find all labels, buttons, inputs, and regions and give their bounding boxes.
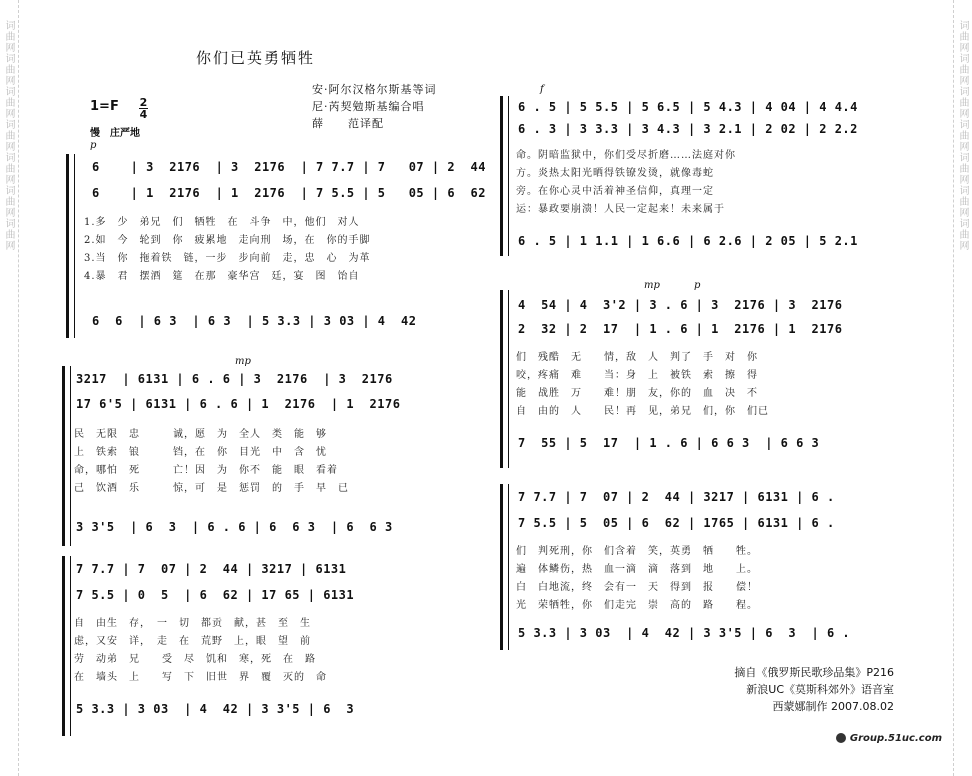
- lyric-verse-3: 白 白地流，终 会有一 天 得到 报 偿！: [516, 582, 758, 593]
- watermark-left: [0, 0, 19, 776]
- dynamic-f: f: [540, 84, 544, 95]
- source-note: [734, 664, 894, 715]
- system-brace: [62, 366, 65, 546]
- lyric-verse-2: 遍 体鳞伤，热 血一滴 滴 落到 地 上。: [516, 564, 758, 575]
- bass-line: 6 . 5 | 1 1.1 | 1 6.6 | 6 2.6 | 2 05 | 5 2.1: [518, 234, 858, 248]
- credit-lyricist: 安·阿尔汉格尔斯基等词: [312, 83, 437, 96]
- dynamic-p: p: [90, 140, 97, 151]
- watermark-left-text: 词曲网词曲网词曲网词曲网词曲网词曲网词曲网: [3, 20, 14, 251]
- lyric-verse-3: 命，哪怕 死 亡！因 为 你不 能 眼 看着: [74, 465, 338, 476]
- source-line-3: 西蒙娜制作 2007.08.02: [772, 700, 894, 713]
- dynamic-mp: mp: [235, 356, 251, 367]
- system-line: [508, 96, 509, 256]
- lyric-verse-1: 命。阴暗监狱中，你们受尽折磨……法庭对你: [516, 150, 736, 161]
- lyric-verse-3: 旁。在你心灵中活着神圣信仰，真理一定: [516, 186, 714, 197]
- alto-line: 7 5.5 | 5 05 | 6 62 | 1765 | 6131 | 6 .: [518, 516, 835, 530]
- lyric-verse-3: 劳 动弟 兄 受 尽 饥和 寒，死 在 路: [74, 654, 316, 665]
- soprano-line: 3217 | 6131 | 6 . 6 | 3 2176 | 3 2176: [76, 372, 393, 386]
- lyric-verse-4: 光 荣牺牲，你 们走完 崇 高的 路 程。: [516, 600, 758, 611]
- lyric-verse-1: 们 判死刑，你 们含着 笑，英勇 牺 牲。: [516, 546, 758, 557]
- credit-translator: 薛 范译配: [312, 117, 384, 130]
- logo-icon: [836, 733, 846, 743]
- bass-line: 6 6 | 6 3 | 6 3 | 5 3.3 | 3 03 | 4 42: [92, 314, 417, 328]
- lyric-verse-1: 自 由生 存， 一 切 都贡 献，甚 至 生: [74, 618, 311, 629]
- source-line-1: 摘自《俄罗斯民歌珍品集》P216: [734, 666, 894, 679]
- bass-line: 3 3'5 | 6 3 | 6 . 6 | 6 6 3 | 6 6 3: [76, 520, 393, 534]
- dynamic-mp: mp: [644, 280, 660, 291]
- soprano-line: 4 54 | 4 3'2 | 3 . 6 | 3 2176 | 3 2176: [518, 298, 843, 312]
- watermark-right: [953, 0, 972, 776]
- soprano-line: 6 . 5 | 5 5.5 | 5 6.5 | 5 4.3 | 4 04 | 4 4.4: [518, 100, 858, 114]
- system-line: [508, 290, 509, 468]
- lyric-verse-4: 在 墙头 上 写 下 旧世 界 覆 灭的 命: [74, 672, 327, 683]
- lyric-verse-4: 运：暴政要崩溃！人民一定起来！未来属于: [516, 204, 725, 215]
- lyric-verse-4: 己 饮酒 乐 惊，可 是 惩罚 的 手 早 已: [74, 483, 349, 494]
- soprano-line: 7 7.7 | 7 07 | 2 44 | 3217 | 6131: [76, 562, 347, 576]
- bass-line: 5 3.3 | 3 03 | 4 42 | 3 3'5 | 6 3 | 6 .: [518, 626, 851, 640]
- system-line: [70, 556, 71, 736]
- lyric-verse-2: 咬，疼痛 难 当：身 上 被铁 索 擦 得: [516, 370, 758, 381]
- source-line-2: 新浪UC《莫斯科郊外》语音室: [746, 683, 894, 696]
- system-brace: [500, 484, 503, 650]
- system-brace: [66, 154, 69, 338]
- alto-line: 6 . 3 | 3 3.3 | 3 4.3 | 3 2.1 | 2 02 | 2 2.2: [518, 122, 858, 136]
- lyric-verse-2: 虑，又安 详， 走 在 荒野 上，眼 望 前: [74, 636, 311, 647]
- system-brace: [500, 96, 503, 256]
- site-logo: [836, 733, 942, 744]
- lyric-verse-3: 3.当 你 拖着铁 链，一步 步向前 走，忠 心 为革: [84, 253, 371, 264]
- logo-text: Group.51uc.com: [849, 733, 942, 744]
- system-line: [508, 484, 509, 650]
- lyric-verse-2: 上 铁索 锒 铛，在 你 目光 中 含 忧: [74, 447, 327, 458]
- time-signature-top: 2: [139, 96, 148, 109]
- alto-line: 2 32 | 2 17 | 1 . 6 | 1 2176 | 1 2176: [518, 322, 843, 336]
- lyric-verse-4: 4.暴 君 摆酒 筵 在那 豪华宫 廷，宴 图 饴自: [84, 271, 360, 282]
- dynamic-p: p: [694, 280, 701, 291]
- lyric-verse-4: 自 由的 人 民！再 见，弟兄 们，你 们已: [516, 406, 769, 417]
- time-signature-bottom: 4: [139, 108, 148, 121]
- soprano-line: 6 | 3 2176 | 3 2176 | 7 7.7 | 7 07 | 2 44: [92, 160, 486, 174]
- time-signature: [139, 97, 148, 120]
- bass-line: 7 55 | 5 17 | 1 . 6 | 6 6 3 | 6 6 3: [518, 436, 820, 450]
- system-brace: [62, 556, 65, 736]
- bass-line: 5 3.3 | 3 03 | 4 42 | 3 3'5 | 6 3: [76, 702, 355, 716]
- system-line: [74, 154, 75, 338]
- lyric-verse-1: 民 无限 忠 诚，愿 为 全人 类 能 够: [74, 429, 327, 440]
- alto-line: 6 | 1 2176 | 1 2176 | 7 5.5 | 5 05 | 6 62: [92, 186, 486, 200]
- system-brace: [500, 290, 503, 468]
- tempo-marking: 慢 庄严地: [90, 128, 140, 139]
- key-signature: 1=F: [90, 99, 119, 114]
- lyric-verse-3: 能 战胜 万 难！朋 友，你的 血 决 不: [516, 388, 758, 399]
- lyric-verse-1: 1.多 少 弟兄 们 牺牲 在 斗争 中，他们 对人: [84, 217, 360, 228]
- system-line: [70, 366, 71, 546]
- lyric-verse-2: 2.如 今 轮到 你 疲累地 走向刑 场，在 你的手脚: [84, 235, 371, 246]
- credits: [312, 81, 437, 132]
- lyric-verse-1: 们 残酷 无 情，敌 人 判了 手 对 你: [516, 352, 758, 363]
- lyric-verse-2: 方。炎热太阳光晒得铁镣发烫，就像毒蛇: [516, 168, 714, 179]
- soprano-line: 7 7.7 | 7 07 | 2 44 | 3217 | 6131 | 6 .: [518, 490, 835, 504]
- watermark-right-text: 词曲网词曲网词曲网词曲网词曲网词曲网词曲网: [957, 20, 968, 251]
- song-title: 你们已英勇牺牲: [196, 49, 316, 67]
- alto-line: 17 6'5 | 6131 | 6 . 6 | 1 2176 | 1 2176: [76, 397, 401, 411]
- credit-arranger: 尼·芮契勉斯基编合唱: [312, 100, 425, 113]
- alto-line: 7 5.5 | 0 5 | 6 62 | 17 65 | 6131: [76, 588, 355, 602]
